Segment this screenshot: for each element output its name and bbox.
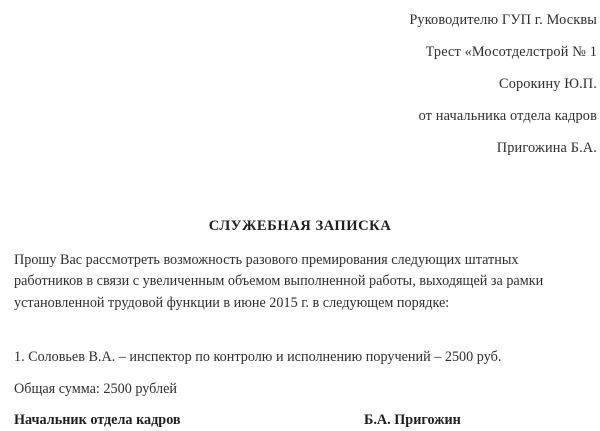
addressee-block [0, 4, 597, 164]
document-title: СЛУЖЕБНАЯ ЗАПИСКА [208, 218, 392, 234]
document-body-paragraph: Прошу Вас рассмотреть возможность разового премирования следующих штатных работников в связи с увеличенным объемом выполненной работы, выходящей за рамки установленной трудовой функции в июне 2015 г. в следующем порядке: [14, 252, 544, 311]
signature-row [14, 410, 594, 431]
addressee-line-trust: Трест «Мосотделстрой № 1 [425, 44, 597, 60]
signature-signer-name: Б.А. Пригожин [364, 412, 461, 428]
addressee-line-recipient: Сорокину Ю.П. [499, 76, 597, 92]
list-item: 1. Соловьев В.А. – инспектор по контролю и исполнению поручений – 2500 руб. [14, 349, 502, 365]
addressee-line-organization: Руководителю ГУП г. Москвы [409, 12, 597, 28]
addressee-line-sender-position: от начальника отдела кадров [418, 108, 597, 124]
signature-position-title: Начальник отдела кадров [14, 412, 181, 428]
total-sum-line: Общая сумма: 2500 рублей [14, 381, 177, 397]
employee-list [14, 347, 590, 368]
addressee-line-sender-name: Пригожина Б.А. [496, 140, 597, 156]
